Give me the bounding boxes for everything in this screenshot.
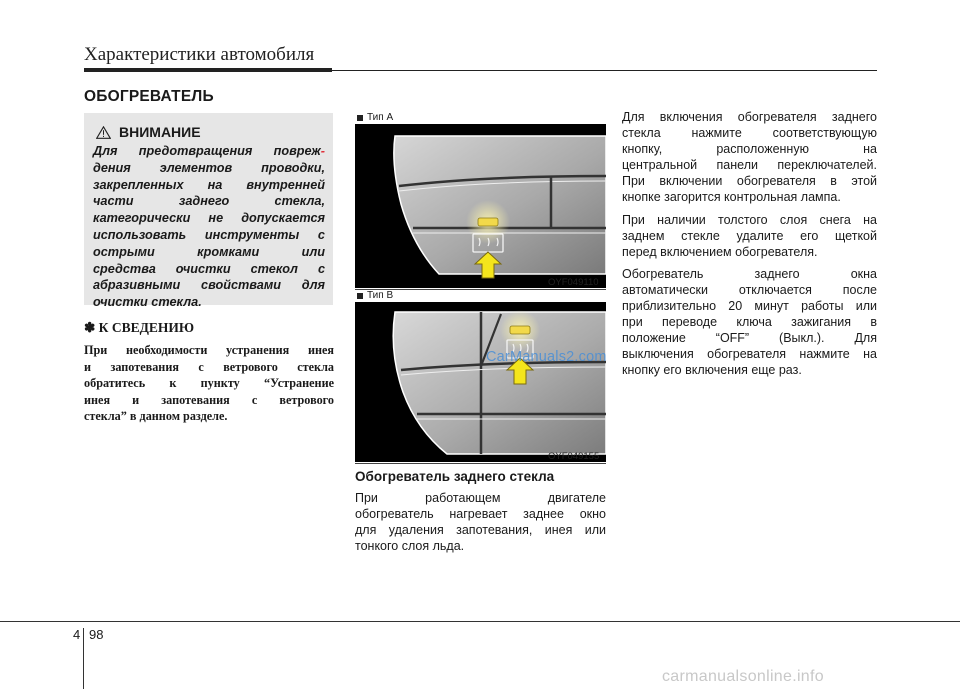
- right-line: выключения обогревателя нажмите на: [622, 347, 877, 362]
- warning-text: [93, 143, 325, 311]
- right-line: Для включения обогревателя заднего: [622, 110, 877, 124]
- right-line: кнопке загорится контрольная лампа.: [622, 190, 841, 205]
- right-line: положение “OFF” (Выкл.). Для: [622, 331, 877, 346]
- note-line: При необходимости устранения инея: [84, 343, 334, 357]
- page-number: 98: [89, 627, 104, 642]
- header-rule-thin: [332, 70, 877, 71]
- warning-line: очистки стекла.: [93, 295, 202, 310]
- figure-a-image: [355, 124, 606, 288]
- warning-triangle-icon: [96, 126, 111, 139]
- right-line: Обогреватель заднего окна: [622, 266, 877, 281]
- right-line: кнопку, расположенную на: [622, 142, 877, 157]
- note-line: стекла” в данном разделе.: [84, 409, 228, 424]
- right-line: при переводе ключа зажигания в: [622, 315, 877, 330]
- figure-b-label: [357, 290, 393, 301]
- right-line: автоматически отключается после: [622, 282, 877, 297]
- warning-line: острыми кромками или: [93, 244, 325, 259]
- note-line: инея и запотевания с ветрового: [84, 392, 334, 407]
- watermark-text: CarManuals2.com: [486, 349, 607, 365]
- warning-title: ВНИМАНИЕ: [119, 124, 201, 140]
- warning-line: средства очистки стекол с: [93, 261, 325, 276]
- rear-heater-line: тонкого слоя льда.: [355, 539, 465, 553]
- right-line: При наличии толстого слоя снега на: [622, 212, 877, 227]
- footer-divider: [83, 628, 84, 689]
- right-line: При включении обогревателя в этой: [622, 174, 877, 189]
- figure-a-label-text: Тип A: [367, 112, 394, 123]
- warning-line: категорически не допускается: [93, 211, 325, 226]
- rear-heater-title: Обогреватель заднего стекла: [355, 469, 555, 484]
- figure-a-label: [357, 112, 393, 123]
- right-paragraph-2: [622, 212, 877, 260]
- right-line: перед включением обогревателя.: [622, 244, 818, 259]
- right-line: центральной панели переключателей.: [622, 158, 877, 173]
- warning-line-text: Для предотвращения повреж-: [93, 144, 325, 158]
- right-line: стекла нажмите соответствующую: [622, 126, 877, 141]
- warning-hyphen: -: [320, 144, 325, 158]
- rear-heater-line: При работающем двигателе: [355, 491, 606, 505]
- square-bullet-icon: [357, 115, 363, 121]
- footer-site-watermark: carmanualsonline.info: [662, 668, 824, 685]
- right-column-text: [622, 109, 877, 385]
- right-line: заднем стекле удалите его щеткой: [622, 228, 877, 243]
- switch-panel-b-illustration: [355, 302, 606, 462]
- right-line: приблизительно 20 минут работы или: [622, 299, 877, 314]
- figure-b-code: OYF049155: [548, 451, 600, 462]
- figure-b-rule: [355, 463, 606, 464]
- square-bullet-icon: [357, 293, 363, 299]
- figure-a-code: OYF049110: [548, 277, 599, 288]
- note-line: и запотевания с ветрового стекла: [84, 359, 334, 374]
- right-paragraph-1: [622, 109, 877, 206]
- note-title: ✽ К СВЕДЕНИЮ: [84, 320, 195, 335]
- switch-panel-a-illustration: [355, 124, 606, 288]
- rear-heater-line: обогреватель нагревает заднее окно: [355, 507, 606, 521]
- right-line: кнопку его включения еще раз.: [622, 363, 802, 378]
- note-text: [84, 342, 334, 425]
- warning-header: [96, 124, 201, 140]
- warning-line: дения элементов проводки,: [93, 160, 325, 175]
- warning-line: использовать инструменты с: [93, 227, 325, 242]
- warning-line: абразивными свойствами для: [93, 278, 325, 293]
- note-line: обратитесь к пункту “Устранение: [84, 376, 334, 391]
- header-rule-thick: [84, 68, 332, 72]
- figure-b-label-text: Тип B: [367, 290, 394, 301]
- right-paragraph-3: [622, 266, 877, 379]
- rear-heater-text: [355, 490, 606, 554]
- rear-heater-line: для удаления запотевания, инея или: [355, 523, 606, 537]
- warning-line: [93, 143, 325, 160]
- footer-rule: [0, 621, 960, 622]
- page-header-title: Характеристики автомобиля: [84, 44, 315, 65]
- warning-line: части заднего стекла,: [93, 194, 325, 209]
- chapter-number: 4: [73, 627, 81, 642]
- figure-b-image: [355, 302, 606, 462]
- warning-line: закрепленных на внутренней: [93, 177, 325, 192]
- section-title: ОБОГРЕВАТЕЛЬ: [84, 88, 214, 105]
